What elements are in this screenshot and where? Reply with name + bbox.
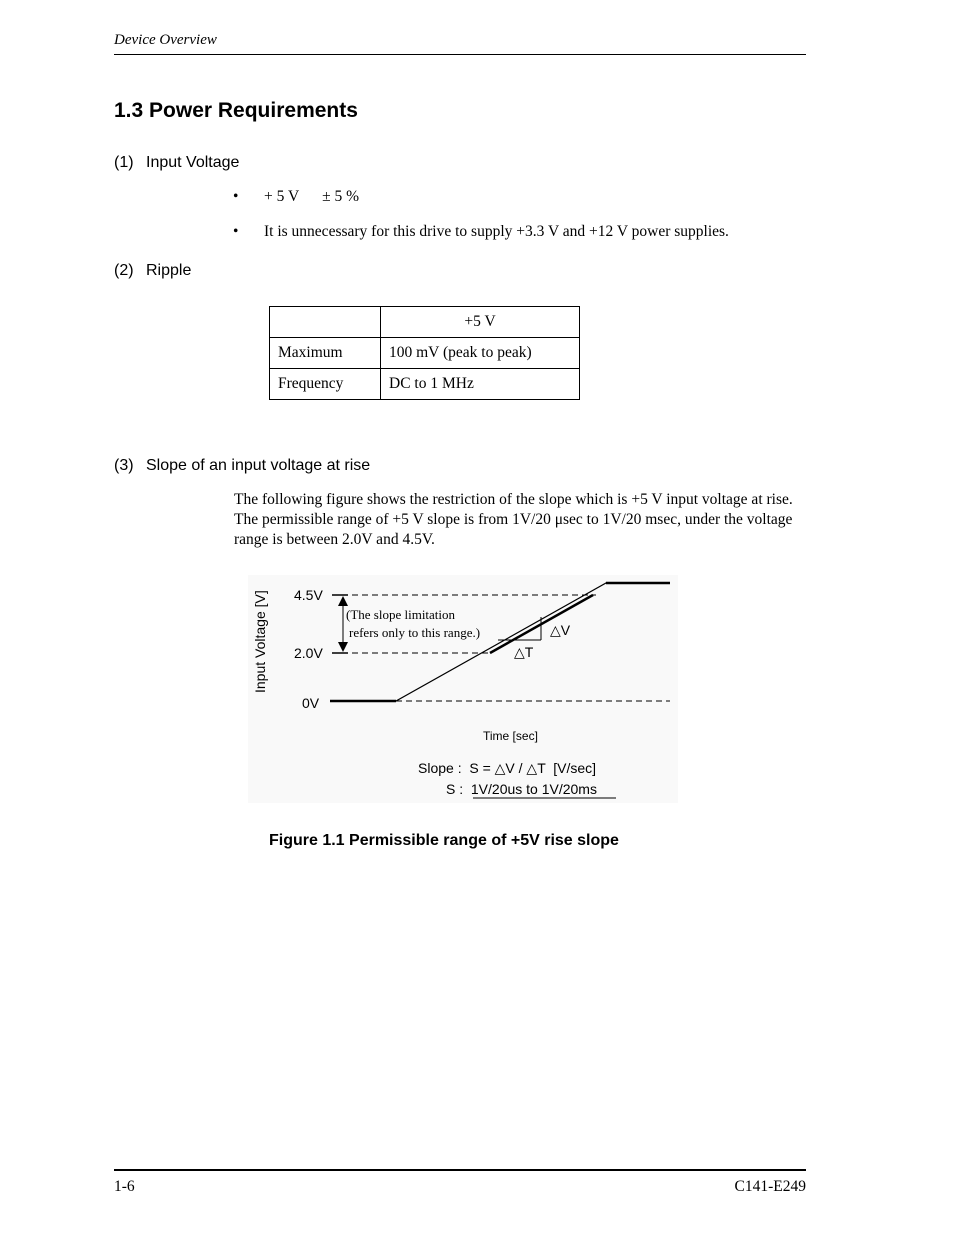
bullet-icon: • — [233, 223, 239, 240]
table-header-row — [270, 307, 580, 338]
bullet-item — [233, 223, 729, 241]
slope-formula: Slope : S = △V / △T [V/sec] — [418, 760, 597, 776]
table-cell: DC to 1 MHz — [381, 369, 580, 400]
delta-v-label: △V — [550, 622, 571, 638]
table-cell: Maximum — [270, 338, 381, 369]
subsection-input-voltage — [114, 154, 239, 172]
bullet-text: + 5 V ± 5 % — [264, 188, 360, 205]
table-cell: Frequency — [270, 369, 381, 400]
slope-note-line2: refers only to this range.) — [349, 625, 481, 640]
subsection-title: Slope of an input voltage at rise — [146, 457, 371, 474]
slope-note-line1: (The slope limitation — [346, 607, 456, 622]
header-rule — [114, 54, 806, 55]
level-label-4-5v: 4.5V — [294, 587, 323, 603]
bullet-text: It is unnecessary for this drive to supply +3.3 V and +12 V power supplies. — [264, 223, 729, 240]
page-number: 1-6 — [114, 1178, 135, 1195]
ripple-table — [269, 306, 580, 400]
bullet-icon: • — [233, 188, 239, 205]
subsection-number: (1) — [114, 154, 134, 171]
subsection-number: (2) — [114, 262, 134, 279]
table-cell: 100 mV (peak to peak) — [381, 338, 580, 369]
y-axis-label: Input Voltage [V] — [252, 590, 268, 693]
figure-caption: Figure 1.1 Permissible range of +5V rise slope — [269, 832, 619, 849]
table-header-cell — [270, 307, 381, 338]
footer-rule — [114, 1169, 806, 1171]
section-title: 1.3 Power Requirements — [114, 99, 358, 122]
table-header-cell: +5 V — [381, 307, 580, 338]
document-code: C141-E249 — [734, 1178, 806, 1195]
running-header: Device Overview — [114, 32, 217, 48]
slope-paragraph: The following figure shows the restriction of the slope which is +5 V input voltage at rise. The permissible range of +5 V slope is from 1V/20 μsec to 1V/20 msec, under the voltage range is between 2.0V and 4.5V. — [234, 491, 793, 548]
table-row — [270, 338, 580, 369]
subsection-title: Ripple — [146, 262, 192, 279]
slope-figure — [248, 575, 678, 803]
slope-range: S : 1V/20us to 1V/20ms — [446, 781, 597, 797]
subsection-title: Input Voltage — [146, 154, 240, 171]
delta-t-label: △T — [514, 644, 534, 660]
subsection-number: (3) — [114, 457, 134, 474]
level-label-2-0v: 2.0V — [294, 645, 323, 661]
x-axis-label: Time [sec] — [483, 729, 538, 743]
level-label-0v: 0V — [302, 695, 320, 711]
subsection-ripple — [114, 262, 191, 280]
subsection-slope — [114, 457, 370, 475]
table-row — [270, 369, 580, 400]
bullet-item — [233, 188, 359, 206]
